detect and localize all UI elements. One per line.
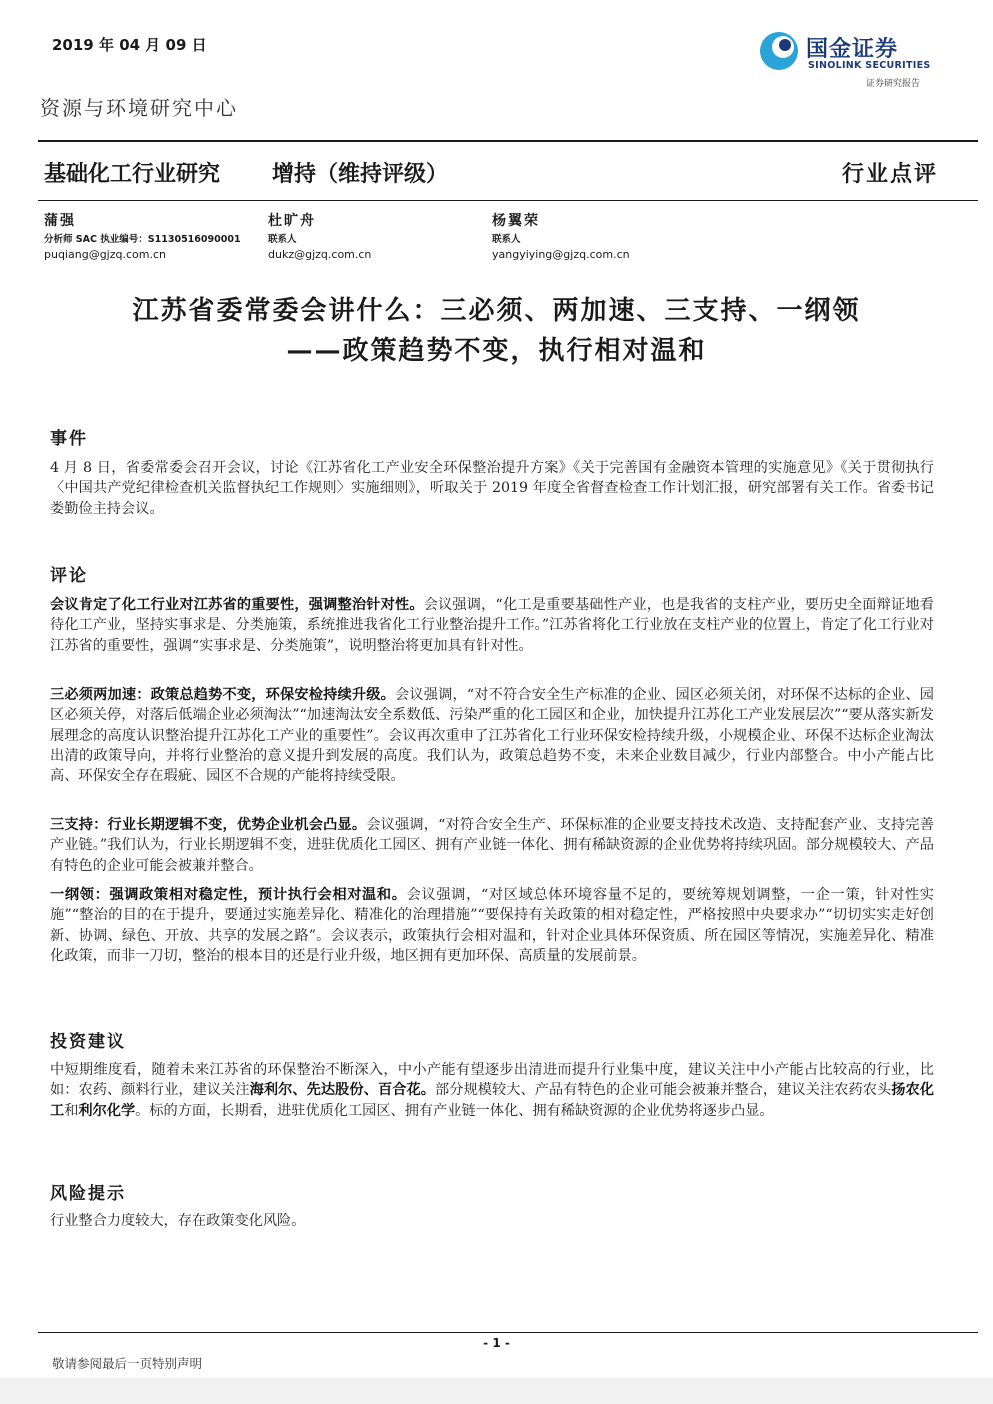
paragraph-body: 会议强调，“化工是重要基础性产业，也是我省的支柱产业，要历史全面辩证地看待化工产业，坚持实事求是、分类施策，系统推进我省化工行业整治提升工作。”江苏省将化工行业放在支柱产业的位置上，肯定了化工行业对江苏省的重要性，强调“实事求是、分类施策”，说明整治将更加具有针对性。 xyxy=(50,597,934,654)
advice-stock-pick: 扬农化工 xyxy=(50,1082,934,1119)
event-paragraph: 4 月 8 日，省委常委会召开会议，讨论《江苏省化工产业安全环保整治提升方案》《关于完善国有金融资本管理的实施意见》《关于贯彻执行〈中国共产党纪律检查机关监督执纪工作规则〉实施细则》，听取关于 2019 年度全省督查检查工作计划汇报，研究部署有关工作。省委书记娄勤俭主持会议。 xyxy=(50,460,934,517)
advice-text: 中短期维度看，随着未来江苏省的环保整治不断深入，中小产能有望逐步出清进而提升行业集中度，建议关注中小产能占比较高的行业，比如：农药、颜料行业，建议关注 xyxy=(50,1062,934,1099)
header-divider xyxy=(38,140,978,142)
section-heading-risk: 风险提示 xyxy=(50,1184,126,1204)
author-name: 蒲强 xyxy=(44,213,76,229)
industry-category: 基础化工行业研究 xyxy=(44,162,221,187)
author-role: 分析师 SAC 执业编号：S1130516090001 xyxy=(44,234,241,245)
section-heading-event: 事件 xyxy=(50,429,88,449)
advice-text: 部分规模较大、产品有特色的企业可能会被兼并整合，建议关注农药农头 xyxy=(434,1082,892,1099)
paragraph-body: 会议强调，“对符合安全生产、环保标准的企业要支持技术改造、支持配套产业、支持完善产业链。”我们认为，行业长期逻辑不变，进驻优质化工园区、拥有产业链一体化、拥有稀缺资源的企业优势将持续巩固。部分规模较大、产品有特色的企业可能会被兼并整合。 xyxy=(50,817,934,874)
author-name: 杨翼荣 xyxy=(492,213,540,229)
report-subtitle: ——政策趋势不变，执行相对温和 xyxy=(286,336,707,366)
paragraph-lead: 会议肯定了化工行业对江苏省的重要性，强调整治针对性。 xyxy=(50,597,424,613)
paragraph-body: 会议强调，“对区域总体环境容量不足的，要统筹规划调整，一企一策，针对性实施”“整治的目的在于提升，要通过实施差异化、精准化的治理措施”“要保持有关政策的相对稳定性，严格按照中央要求办”“切切实实走好创新、协调、绿色、开放、共享的发展之路”。会议表示，政策执行会相对温和，针对企业具体环保资质、所在园区等情况，实施差异化、精准化政策，而非一刀切，整治的根本目的还是行业升级，地区拥有更加环保、高质量的发展前景。 xyxy=(50,887,934,964)
advice-paragraph xyxy=(50,1060,934,1121)
footer-divider xyxy=(38,1332,978,1333)
disclaimer: 敬请参阅最后一页特别声明 xyxy=(52,1356,203,1371)
paragraph-lead: 一纲领：强调政策相对稳定性，预计执行会相对温和。 xyxy=(50,887,407,903)
paragraph-lead: 三支持：行业长期逻辑不变，优势企业机会凸显。 xyxy=(50,817,367,833)
sinolink-logo-icon xyxy=(758,30,800,72)
author-email[interactable]: dukz@gjzq.com.cn xyxy=(268,248,372,261)
author-role: 联系人 xyxy=(268,234,297,245)
rating: 增持（维持评级） xyxy=(272,162,449,187)
paragraph-lead: 三必须两加速：政策总趋势不变，环保安检持续升级。 xyxy=(50,687,395,703)
advice-stock-pick: 利尔化学 xyxy=(78,1102,136,1119)
comment-paragraph-3 xyxy=(50,815,934,876)
advice-text: 。标的方面，长期看，进驻优质化工园区、拥有产业链一体化、拥有稀缺资源的企业优势将逐步凸显。 xyxy=(135,1102,774,1119)
author-block xyxy=(268,210,371,261)
research-center: 资源与环境研究中心 xyxy=(40,96,238,120)
author-email[interactable]: yangyiying@gjzq.com.cn xyxy=(492,248,630,261)
footer-band xyxy=(0,1378,993,1404)
advice-text: 和 xyxy=(64,1102,79,1119)
brand-logo xyxy=(758,30,948,92)
report-title: 江苏省委常委会讲什么：三必须、两加速、三支持、一纲领 xyxy=(132,296,861,326)
advice-stock-picks: 海利尔、先达股份、百合花。 xyxy=(249,1082,435,1099)
comment-paragraph-1 xyxy=(50,595,934,656)
report-tag: 证券研究报告 xyxy=(866,79,921,89)
author-block xyxy=(492,210,630,261)
author-email[interactable]: puqiang@gjzq.com.cn xyxy=(44,248,166,261)
paragraph-body: 会议强调，“对不符合安全生产标准的企业、园区必须关闭，对环保不达标的企业、园区必须关停，对落后低端企业必须淘汰”“加速淘汰安全系数低、污染严重的化工园区和企业，加快提升江苏化工产业发展层次”“要从落实新发展理念的高度认识整治提升江苏化工产业的重要性”。会议再次重申了江苏省化工行业环保安检持续升级，小规模企业、环保不达标企业淘汰出清的政策导向，并将行业整治的意义提升到发展的高度。我们认为，政策总趋势不变，未来企业数目减少，行业内部整合。中小产能占比高、环保安全存在瑕疵、园区不合规的产能将持续受限。 xyxy=(50,687,934,785)
report-date: 2019 年 04 月 09 日 xyxy=(52,36,207,54)
category-divider xyxy=(38,200,978,201)
section-heading-comment: 评论 xyxy=(50,566,88,586)
risk-paragraph: 行业整合力度较大，存在政策变化风险。 xyxy=(50,1213,306,1229)
author-name: 杜旷舟 xyxy=(268,213,316,229)
brand-name-cn: 国金证券 xyxy=(806,37,899,62)
report-type: 行业点评 xyxy=(841,162,938,187)
comment-paragraph-4 xyxy=(50,885,934,966)
section-heading-advice: 投资建议 xyxy=(50,1032,126,1052)
author-role: 联系人 xyxy=(492,234,521,245)
brand-name-en: SINOLINK SECURITIES xyxy=(808,60,931,71)
page-number: - 1 - xyxy=(483,1336,510,1350)
author-block xyxy=(44,210,241,261)
comment-paragraph-2 xyxy=(50,685,934,786)
